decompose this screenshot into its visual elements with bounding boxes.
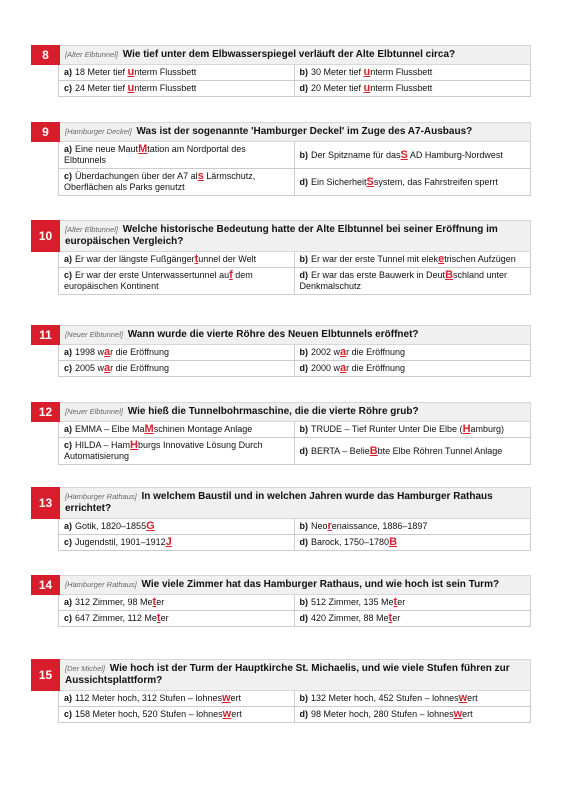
- answer-highlight-letter: B: [369, 444, 378, 457]
- answer-text-end: dem europäischen Kontinent: [64, 270, 253, 291]
- question-category: [Hamburger Rathaus]: [65, 580, 137, 589]
- answer-text-start: Ein Sicherheit: [311, 176, 367, 187]
- answer-text-start: Gotik, 1820–1855: [75, 521, 147, 531]
- answer-option[interactable]: [59, 438, 295, 465]
- answer-highlight-letter: H: [130, 439, 138, 451]
- question-category: [Alter Elbtunnel]: [65, 225, 118, 234]
- answer-highlight-letter: u: [127, 66, 135, 78]
- answer-text-start: BERTA – Belie: [311, 445, 370, 456]
- answer-option[interactable]: [295, 519, 531, 535]
- answer-option[interactable]: [295, 361, 531, 377]
- answer-text-start: 2000 w: [311, 363, 341, 373]
- answer-option[interactable]: [295, 268, 531, 295]
- answer-label: a): [64, 521, 73, 531]
- answer-label: a): [64, 254, 73, 264]
- answer-text-end: Lärmschutz, Oberflächen als Parks genutzt: [64, 171, 256, 192]
- answer-text-end: bte Elbe Röhren Tunnel Anlage: [377, 445, 503, 456]
- question-category: [Neuer Elbtunnel]: [65, 330, 123, 339]
- question-header: [31, 45, 531, 65]
- answer-text-start: Er war der längste Fußgänger: [75, 254, 195, 264]
- answer-text-end: er: [156, 597, 165, 607]
- answer-label: b): [299, 424, 308, 434]
- answer-text-end: er: [397, 597, 406, 607]
- answer-text-start: 98 Meter hoch, 280 Stufen – lohnes: [311, 709, 454, 719]
- answer-label: b): [299, 693, 308, 703]
- answer-option[interactable]: [295, 142, 531, 169]
- answer-highlight-letter: t: [194, 253, 199, 265]
- answer-highlight-letter: G: [146, 520, 155, 532]
- answer-option[interactable]: [59, 169, 295, 196]
- answer-text-end: ert: [230, 693, 242, 703]
- answer-option[interactable]: [295, 169, 531, 196]
- question-number: 11: [31, 325, 60, 345]
- question-text: Welche historische Bedeutung hatte der Alte Elbtunnel bei seiner Eröffnung im europäischen Vergleich?: [65, 224, 498, 247]
- answer-option[interactable]: [59, 361, 295, 377]
- question-block: [31, 122, 531, 196]
- answer-label: c): [64, 171, 73, 181]
- question-text-block: [65, 576, 505, 594]
- answer-option[interactable]: [59, 422, 295, 438]
- answer-text-start: 20 Meter tief: [311, 83, 364, 93]
- answer-highlight-letter: a: [104, 362, 111, 374]
- question-header: [31, 402, 531, 422]
- question-text-block: [65, 326, 425, 344]
- question-block: [31, 575, 531, 627]
- question-text: Wann wurde die vierte Röhre des Neuen Elbtunnels eröffnet?: [127, 329, 419, 340]
- answer-highlight-letter: w: [453, 708, 463, 720]
- answer-highlight-letter: f: [229, 269, 233, 281]
- answer-label: a): [64, 597, 73, 607]
- answer-label: c): [64, 363, 73, 373]
- answer-text-end: ert: [467, 693, 478, 703]
- answer-text-start: Jugendstil, 1901–1912: [75, 537, 166, 547]
- question-header: [31, 220, 531, 252]
- answer-highlight-letter: w: [222, 708, 232, 720]
- answer-option[interactable]: [59, 535, 295, 551]
- answer-highlight-letter: w: [458, 692, 468, 704]
- answer-text-start: Eine neue Maut: [75, 144, 139, 154]
- answer-text-start: Überdachungen über der A7 al: [75, 171, 198, 181]
- answer-label: c): [64, 270, 73, 280]
- answer-label: b): [299, 597, 308, 607]
- question-text-block: [65, 660, 530, 690]
- answer-option[interactable]: [295, 611, 531, 627]
- question-text-block: [65, 123, 478, 141]
- question-number: 12: [31, 402, 60, 422]
- answer-text-start: 24 Meter tief: [75, 83, 128, 93]
- question-block: [31, 487, 531, 551]
- answer-option[interactable]: [295, 422, 531, 438]
- answer-grid: [58, 691, 531, 723]
- answer-highlight-letter: S: [400, 148, 408, 161]
- answer-highlight-letter: u: [363, 66, 371, 78]
- answer-label: d): [299, 363, 308, 373]
- answer-label: c): [64, 440, 73, 450]
- answer-label: d): [299, 270, 308, 280]
- answer-option[interactable]: [295, 252, 531, 268]
- answer-text-start: 158 Meter hoch, 520 Stufen – lohnes: [75, 709, 223, 719]
- answer-label: b): [299, 521, 308, 531]
- answer-highlight-letter: r: [327, 520, 332, 532]
- answer-text-end: nterm Flussbett: [134, 67, 197, 77]
- answer-grid: [58, 65, 531, 97]
- answer-label: b): [299, 254, 308, 264]
- answer-option[interactable]: [295, 81, 531, 97]
- answer-grid: [58, 422, 531, 465]
- answer-text-end: r die Eröffnung: [110, 347, 170, 357]
- answer-text-end: nterm Flussbett: [370, 67, 433, 77]
- answer-text-end: tation am Nordportal des Elbtunnels: [64, 144, 246, 165]
- answer-highlight-letter: B: [389, 536, 398, 548]
- answer-highlight-letter: J: [165, 536, 172, 548]
- answer-text-start: 18 Meter tief: [75, 67, 128, 77]
- answer-grid: [58, 252, 531, 295]
- answer-grid: [58, 345, 531, 377]
- answer-text-start: 2005 w: [75, 363, 105, 373]
- answer-text-end: unnel der Welt: [198, 254, 257, 264]
- answer-label: a): [64, 144, 73, 154]
- answer-highlight-letter: t: [152, 596, 157, 608]
- answer-highlight-letter: M: [138, 143, 148, 155]
- answer-text-end: ert: [462, 709, 473, 719]
- answer-option[interactable]: [59, 81, 295, 97]
- answer-label: d): [299, 613, 308, 623]
- answer-text-start: Er war der erste Unterwassertunnel au: [75, 270, 230, 280]
- answer-option[interactable]: [59, 252, 295, 268]
- answer-option[interactable]: [59, 707, 295, 723]
- answer-text-end: nterm Flussbett: [134, 83, 197, 93]
- answer-highlight-letter: u: [127, 82, 135, 94]
- answer-label: c): [64, 83, 73, 93]
- question-category: [Alter Elbtunnel]: [65, 50, 118, 59]
- question-text: Wie tief unter dem Elbwasserspiegel verläuft der Alte Elbtunnel circa?: [122, 49, 456, 60]
- question-header: [31, 659, 531, 691]
- answer-option[interactable]: [59, 691, 295, 707]
- question-text: Was ist der sogenannte 'Hamburger Deckel' im Zuge des A7-Ausbaus?: [136, 126, 473, 137]
- answer-text-end: r die Eröffnung: [346, 347, 406, 357]
- question-text-block: [65, 403, 425, 421]
- answer-highlight-letter: H: [462, 423, 471, 435]
- answer-text-start: EMMA – Elbe Ma: [75, 424, 145, 434]
- answer-option[interactable]: [59, 268, 295, 295]
- question-text-block: [65, 221, 530, 251]
- answer-highlight-letter: u: [363, 82, 371, 94]
- answer-highlight-letter: s: [197, 170, 204, 182]
- answer-text-start: 1998 w: [75, 347, 105, 357]
- answer-label: a): [64, 424, 73, 434]
- answer-label: c): [64, 613, 73, 623]
- question-number: 14: [31, 575, 60, 595]
- answer-text-end: schinen Montage Anlage: [153, 424, 253, 434]
- answer-option[interactable]: [295, 535, 531, 551]
- answer-option[interactable]: [295, 438, 531, 465]
- question-header: [31, 122, 531, 142]
- question-number: 13: [31, 487, 60, 519]
- answer-text-start: 647 Zimmer, 112 Me: [75, 613, 157, 623]
- answer-text-start: 312 Zimmer, 98 Me: [75, 597, 153, 607]
- question-header: [31, 325, 531, 345]
- question-number: 10: [31, 220, 60, 252]
- answer-text-start: Der Spitzname für das: [311, 149, 401, 160]
- answer-label: a): [64, 67, 73, 77]
- question-block: [31, 45, 531, 97]
- answer-text-end: amburg): [470, 424, 505, 434]
- question-category: [Hamburger Rathaus]: [65, 492, 137, 501]
- answer-text-end: system, das Fahrstreifen sperrt: [373, 176, 498, 187]
- answer-label: d): [299, 176, 308, 187]
- answer-text-end: ert: [231, 709, 242, 719]
- question-block: [31, 325, 531, 377]
- answer-text-start: 2002 w: [311, 347, 341, 357]
- answer-option[interactable]: [59, 65, 295, 81]
- answer-label: c): [64, 537, 73, 547]
- answer-highlight-letter: w: [221, 692, 231, 704]
- answer-text-end: r die Eröffnung: [346, 363, 406, 373]
- answer-text-start: 30 Meter tief: [311, 67, 364, 77]
- answer-text-start: Er war das erste Bauwerk in Deut: [311, 270, 446, 280]
- answer-highlight-letter: t: [156, 612, 161, 624]
- question-header: [31, 575, 531, 595]
- question-block: [31, 402, 531, 465]
- question-number: 9: [31, 122, 60, 142]
- answer-highlight-letter: a: [340, 346, 347, 358]
- question-block: [31, 659, 531, 723]
- answer-text-start: 132 Meter hoch, 452 Stufen – lohnes: [311, 693, 459, 703]
- answer-option[interactable]: [59, 345, 295, 361]
- question-text: Wie hoch ist der Turm der Hauptkirche St. Michaelis, und wie viele Stufen führen zur Aussichtsplattform?: [65, 663, 510, 686]
- answer-label: d): [299, 537, 308, 547]
- answer-option[interactable]: [295, 65, 531, 81]
- answer-highlight-letter: a: [104, 346, 111, 358]
- answer-option[interactable]: [59, 611, 295, 627]
- answer-text-start: 112 Meter hoch, 312 Stufen – lohnes: [75, 693, 222, 703]
- question-number: 8: [31, 45, 60, 65]
- question-header: [31, 487, 531, 519]
- answer-text-end: er: [160, 613, 169, 623]
- question-category: [Der Michel]: [65, 664, 106, 673]
- answer-option[interactable]: [295, 691, 531, 707]
- answer-text-start: TRUDE – Tief Runter Unter Die Elbe (: [311, 424, 463, 434]
- answer-text-start: Neo: [311, 521, 328, 531]
- answer-label: b): [299, 347, 308, 357]
- answer-text-end: burgs Innovative Lösung Durch Automatisierung: [64, 440, 263, 461]
- answer-label: d): [299, 83, 308, 93]
- answer-label: b): [299, 67, 308, 77]
- answer-text-end: er: [392, 613, 401, 623]
- answer-grid: [58, 519, 531, 551]
- question-text: In welchem Baustil und in welchen Jahren wurde das Hamburger Rathaus errichtet?: [65, 491, 493, 514]
- answer-label: a): [64, 347, 73, 357]
- answer-text-end: nterm Flussbett: [370, 83, 433, 93]
- answer-text-start: Barock, 1750–1780: [311, 537, 390, 547]
- answer-text-start: Er war der erste Tunnel mit elek: [311, 254, 439, 264]
- answer-highlight-letter: a: [340, 362, 347, 374]
- question-category: [Hamburger Deckel]: [65, 127, 132, 136]
- answer-label: d): [299, 445, 308, 456]
- answer-highlight-letter: t: [388, 612, 393, 624]
- answer-option[interactable]: [59, 519, 295, 535]
- answer-grid: [58, 595, 531, 627]
- answer-highlight-letter: B: [445, 269, 454, 281]
- question-category: [Neuer Elbtunnel]: [65, 407, 123, 416]
- answer-option[interactable]: [59, 595, 295, 611]
- answer-text-end: trischen Aufzügen: [444, 254, 516, 264]
- answer-text-end: enaissance, 1886–1897: [331, 521, 428, 531]
- answer-label: b): [299, 149, 308, 160]
- answer-option[interactable]: [59, 142, 295, 169]
- answer-text-start: 420 Zimmer, 88 Me: [311, 613, 389, 623]
- answer-option[interactable]: [295, 595, 531, 611]
- answer-grid: [58, 142, 531, 196]
- question-text: Wie hieß die Tunnelbohrmaschine, die die vierte Röhre grub?: [127, 406, 419, 417]
- answer-option[interactable]: [295, 707, 531, 723]
- answer-text-start: 512 Zimmer, 135 Me: [311, 597, 394, 607]
- answer-text-end: schland unter Denkmalschutz: [299, 270, 508, 291]
- question-text-block: [65, 488, 530, 518]
- answer-text-end: AD Hamburg-Nordwest: [407, 149, 503, 160]
- answer-label: c): [64, 709, 73, 719]
- question-block: [31, 220, 531, 295]
- answer-highlight-letter: e: [438, 253, 445, 265]
- question-text: Wie viele Zimmer hat das Hamburger Rathaus, und wie hoch ist sein Turm?: [141, 579, 500, 590]
- question-text-block: [65, 46, 461, 64]
- answer-label: d): [299, 709, 308, 719]
- answer-option[interactable]: [295, 345, 531, 361]
- answer-label: a): [64, 693, 73, 703]
- answer-highlight-letter: M: [144, 423, 154, 435]
- answer-highlight-letter: t: [393, 596, 398, 608]
- answer-text-start: HILDA – Ham: [75, 440, 131, 450]
- question-number: 15: [31, 659, 60, 691]
- answer-highlight-letter: S: [366, 175, 374, 188]
- answer-text-end: r die Eröffnung: [110, 363, 170, 373]
